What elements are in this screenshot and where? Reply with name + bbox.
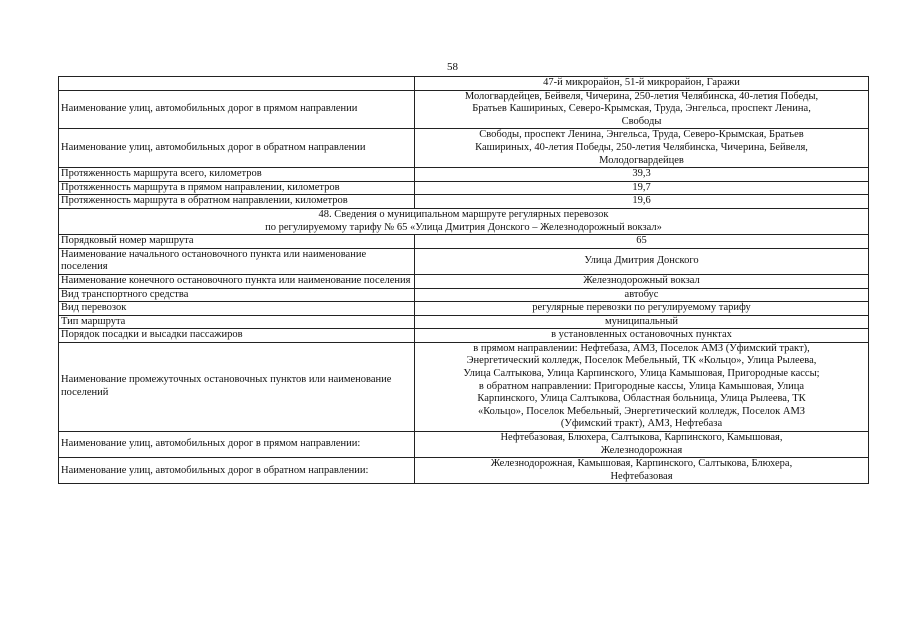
value-line: регулярные перевозки по регулируемому тарифу (532, 302, 751, 314)
row-value (415, 129, 869, 168)
table-row (59, 274, 869, 288)
value-line: Железнодорожная (600, 444, 683, 456)
table-row (59, 168, 869, 182)
section-heading (59, 208, 869, 234)
value-line: Нефтебазовая (610, 470, 673, 482)
row-value (415, 77, 869, 91)
value-line: Карпинского, Улица Салтыкова, Областная больница, Улица Рылеева, ТК (477, 393, 806, 405)
table-row (59, 458, 869, 484)
value-line: Мологвардейцев, Бейвеля, Чичерина, 250-летия Челябинска, 40-летия Победы, (464, 90, 819, 102)
value-line: в прямом направлении: Нефтебаза, АМЗ, Поселок АМЗ (Уфимский тракт), (473, 342, 810, 354)
section-heading-row (59, 208, 869, 234)
row-label: Наименование промежуточных остановочных пунктов или наименование поселений (59, 342, 415, 431)
value-line: автобус (624, 288, 659, 300)
value-line: (Уфимский тракт), АМЗ, Нефтебаза (560, 418, 723, 430)
value-line: «Кольцо», Поселок Мебельный, Энергетический колледж, Поселок АМЗ (477, 405, 806, 417)
row-value (415, 329, 869, 343)
row-label: Протяженность маршрута в обратном направлении, километров (59, 195, 415, 209)
row-value (415, 315, 869, 329)
row-label: Порядок посадки и высадки пассажиров (59, 329, 415, 343)
table-row (59, 248, 869, 274)
table-row (59, 235, 869, 249)
table-row (59, 90, 869, 129)
row-value (415, 458, 869, 484)
value-line: Свободы (621, 115, 662, 127)
value-line: Энергетический колледж, Поселок Мебельный, ТК «Кольцо», Улица Рылеева, (466, 355, 817, 367)
row-value (415, 181, 869, 195)
row-label: Протяженность маршрута в прямом направлении, километров (59, 181, 415, 195)
row-label: Наименование конечного остановочного пункта или наименование поселения (59, 274, 415, 288)
row-value (415, 90, 869, 129)
table-row (59, 195, 869, 209)
row-label: Наименование улиц, автомобильных дорог в прямом направлении (59, 90, 415, 129)
route-info-table-body (59, 77, 869, 484)
table-row (59, 329, 869, 343)
row-label: Тип маршрута (59, 315, 415, 329)
row-label: Наименование улиц, автомобильных дорог в обратном направлении: (59, 458, 415, 484)
value-line: Молодогвардейцев (599, 154, 684, 166)
row-label: Протяженность маршрута всего, километров (59, 168, 415, 182)
table-row (59, 77, 869, 91)
value-line: муниципальный (604, 315, 679, 327)
row-value (415, 168, 869, 182)
row-label: Вид перевозок (59, 302, 415, 316)
value-line: Улица Салтыкова, Улица Карпинского, Улица Камышовая, Пригородные кассы; (463, 368, 820, 380)
value-line: 19,7 (632, 181, 651, 193)
table-row (59, 129, 869, 168)
value-line: 65 (636, 235, 647, 247)
value-line: 47-й микрорайон, 51-й микрорайон, Гаражи (543, 77, 740, 88)
section-heading-line: 48. Сведения о муниципальном маршруте регулярных перевозок (318, 208, 609, 220)
row-label (59, 77, 415, 91)
value-line: 19,6 (632, 195, 651, 207)
value-line: Свободы, проспект Ленина, Энгельса, Труда, Северо-Крымская, Братьев (479, 129, 804, 141)
row-label: Наименование улиц, автомобильных дорог в обратном направлении (59, 129, 415, 168)
table-row (59, 432, 869, 458)
table-row (59, 315, 869, 329)
route-info-table (58, 76, 869, 484)
row-label: Наименование улиц, автомобильных дорог в прямом направлении: (59, 432, 415, 458)
value-line: Нефтебазовая, Блюхера, Салтыкова, Карпинского, Камышовая, (500, 432, 783, 444)
row-value (415, 195, 869, 209)
value-line: Железнодорожный вокзал (583, 274, 700, 286)
value-line: Братьев Кашириных, Северо-Крымская, Труда, Энгельса, проспект Ленина, (472, 103, 811, 115)
row-value (415, 302, 869, 316)
table-row (59, 288, 869, 302)
row-value (415, 342, 869, 431)
value-line: 39,3 (632, 168, 651, 180)
row-label: Вид транспортного средства (59, 288, 415, 302)
row-value (415, 288, 869, 302)
page-number: 58 (447, 61, 458, 73)
value-line: в установленных остановочных пунктах (551, 329, 732, 341)
value-line: Железнодорожная, Камышовая, Карпинского, Салтыкова, Блюхера, (490, 458, 793, 470)
row-value (415, 248, 869, 274)
value-line: Улица Дмитрия Донского (584, 255, 699, 267)
row-value (415, 432, 869, 458)
value-line: Кашириных, 40-летия Победы, 250-летия Челябинска, Чичерина, Бейвеля, (475, 141, 808, 153)
table-row (59, 342, 869, 431)
value-line: в обратном направлении: Пригородные кассы, Улица Камышовая, Улица (478, 380, 805, 392)
row-label: Порядковый номер маршрута (59, 235, 415, 249)
row-value (415, 235, 869, 249)
table-row (59, 302, 869, 316)
row-value (415, 274, 869, 288)
section-heading-line: по регулируемому тарифу № 65 «Улица Дмитрия Донского – Железнодорожный вокзал» (265, 221, 662, 233)
table-row (59, 181, 869, 195)
row-label: Наименование начального остановочного пункта или наименование поселения (59, 248, 415, 274)
